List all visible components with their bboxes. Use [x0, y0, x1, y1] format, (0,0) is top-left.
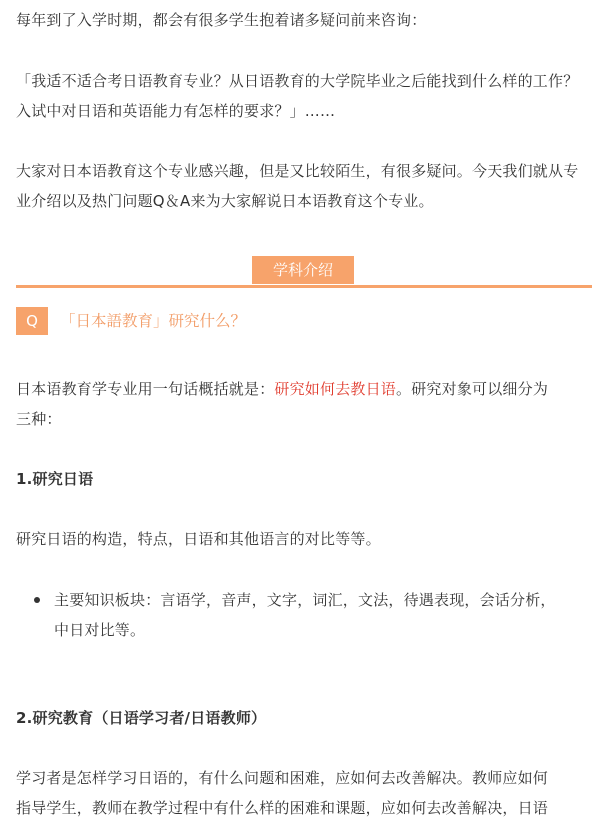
section-header: [16, 254, 592, 288]
intro-quote-line-2: 入试中对日语和英语能力有怎样的要求？」……: [16, 102, 336, 120]
section-title: 学科介绍: [252, 256, 354, 284]
question-text: 「日本語教育」研究什么？: [60, 312, 247, 330]
intro-line: 每年到了入学时期，都会有很多学生抱着诸多疑问前来咨询：: [16, 11, 427, 29]
bullet-dot: [34, 597, 40, 603]
answer-suffix: 。研究对象可以细分为: [396, 380, 549, 398]
intro-quote-line-1: 「我适不适合考日语教育专业？从日语教育的大学院毕业之后能找到什么样的工作？: [16, 72, 579, 90]
item1-heading: 1.研究日语: [16, 470, 94, 488]
section-divider-line: [16, 285, 592, 288]
answer-line-1: [16, 374, 592, 404]
answer-prefix: 日本语教育学专业用一句话概括就是：: [16, 380, 275, 398]
question-heading: [16, 307, 592, 335]
intro-paragraph-line-1: 大家对日本语教育这个专业感兴趣，但是又比较陌生，有很多疑问。今天我们就从专: [16, 162, 579, 180]
item1-bullet-line-2: 中日对比等。: [54, 621, 146, 639]
item2-description-line-2: 指导学生，教师在教学过程中有什么样的困难和课题，应如何去改善解决，日语: [16, 799, 549, 817]
item1-description: 研究日语的构造，特点，日语和其他语言的对比等等。: [16, 530, 381, 548]
item1-bullet-line-1: 主要知识板块：言语学，音声，文字，词汇，文法，待遇表现，会话分析，: [54, 591, 556, 609]
question-badge: Q: [16, 307, 48, 335]
item2-description-line-1: 学习者是怎样学习日语的，有什么问题和困难，应如何去改善解决。教师应如何: [16, 769, 549, 787]
answer-line-2: 三种：: [16, 410, 62, 428]
answer-highlight: 研究如何去教日语: [274, 380, 397, 398]
item2-heading: 2.研究教育（日语学习者/日语教师）: [16, 709, 267, 727]
intro-paragraph-line-2: 业介绍以及热门问题Q＆A来为大家解说日本语教育这个专业。: [16, 192, 434, 210]
